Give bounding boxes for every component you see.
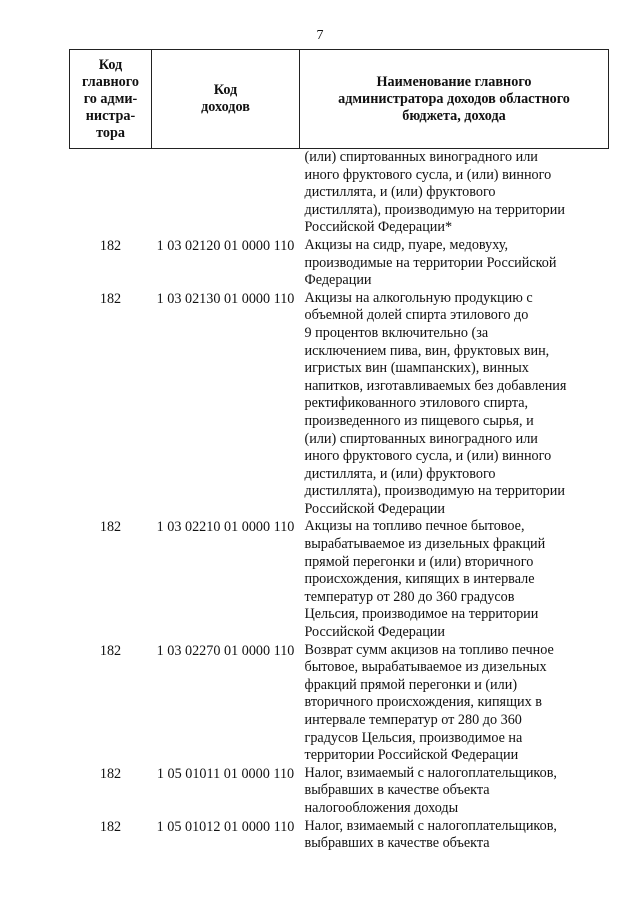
income-name-line: произведенного из пищевого сырья, и: [304, 412, 534, 429]
income-code-cell: 1 03 02120 01 0000 110: [156, 237, 295, 254]
income-name-cell: [300, 290, 609, 519]
header-line: главного: [82, 73, 139, 90]
income-name-line: прямой перегонки и (или) вторичного: [304, 553, 534, 570]
income-name-line: интервале температур от 280 до 360: [304, 712, 522, 728]
income-name-line: Акцизы на топливо печное бытовое,: [304, 518, 525, 535]
income-name-line: Акцизы на алкогольную продукцию с: [304, 289, 533, 306]
table-row: [70, 642, 609, 765]
admin-code-cell: 182: [99, 290, 122, 307]
income-name-line: Российской Федерации: [304, 624, 445, 641]
table-row: [70, 818, 609, 853]
header-line: администратора доходов областного: [338, 90, 570, 107]
page-number: 7: [316, 28, 324, 43]
income-name-line: иного фруктового сусла, и (или) винного: [304, 448, 552, 465]
income-name-line: Налог, взимаемый с налогоплательщиков,: [304, 817, 557, 834]
table-row: [70, 149, 609, 237]
income-name-line: территории Российской Федерации: [304, 747, 519, 764]
income-name-line: иного фруктового сусла, и (или) винного: [304, 166, 552, 183]
table-row: [70, 290, 609, 519]
header-line: бюджета, дохода: [402, 107, 506, 124]
income-name-line: дистиллята), производимую на территории: [304, 483, 565, 500]
income-name-cell: [300, 642, 609, 765]
header-line: Код: [213, 82, 238, 98]
table-row: [70, 765, 609, 818]
table-row: [70, 518, 609, 641]
income-name-line: напитков, изготавливаемых без добавления: [304, 377, 567, 394]
income-name-line: (или) спиртованных виноградного или: [304, 430, 538, 447]
header-admin-code: [70, 50, 152, 149]
admin-code-cell: 182: [99, 765, 122, 782]
table-body: [70, 149, 609, 853]
income-name-cell: [300, 818, 609, 853]
income-name-cell: [300, 149, 609, 237]
income-name-cell: [300, 765, 609, 818]
header-name: [300, 50, 609, 149]
income-code-cell: 1 05 01011 01 0000 110: [156, 765, 295, 782]
header-line: Код: [98, 56, 123, 73]
income-name-line: Федерации: [304, 272, 372, 289]
income-name-line: бытовое, вырабатываемое из дизельных: [304, 659, 547, 676]
income-name-line: Российской Федерации*: [304, 219, 453, 236]
income-name-line: Возврат сумм акцизов на топливо печное: [304, 641, 554, 658]
income-name-line: Акцизы на сидр, пуаре, медовуху,: [304, 236, 508, 253]
income-name-line: объемной долей спирта этилового до: [304, 307, 529, 324]
admin-code-cell: 182: [99, 642, 122, 659]
table-header: [70, 50, 609, 149]
income-name-line: вырабатываемое из дизельных фракций: [304, 536, 546, 553]
income-name-line: Налог, взимаемый с налогоплательщиков,: [304, 764, 557, 781]
income-code-cell: [152, 149, 300, 237]
income-name-line: вторичного происхождения, кипящих в: [304, 694, 542, 711]
income-name-line: фракций прямой перегонки и (или): [304, 676, 518, 693]
income-code-cell: 1 03 02130 01 0000 110: [156, 290, 295, 307]
income-name-line: производимые на территории Российской: [304, 254, 557, 271]
income-name-cell: [300, 237, 609, 290]
header-line: го адми-: [83, 90, 138, 107]
income-name-line: игристых вин (шампанских), винных: [304, 360, 529, 377]
income-code-cell: 1 03 02270 01 0000 110: [156, 642, 295, 659]
table-row: [70, 237, 609, 290]
income-name-line: Цельсия, производимое на территории: [304, 606, 539, 623]
income-name-line: налогообложения доходы: [304, 799, 459, 816]
admin-code-cell: 182: [99, 519, 122, 536]
income-name-line: градусов Цельсия, производимое на: [304, 729, 523, 746]
income-name-line: 9 процентов включительно (за: [304, 324, 489, 341]
income-code-cell: 1 03 02210 01 0000 110: [156, 519, 295, 536]
income-name-line: дистиллята), производимую на территории: [304, 201, 565, 218]
income-name-line: выбравших в качестве объекта: [304, 782, 490, 799]
income-name-line: (или) спиртованных виноградного или: [304, 149, 538, 165]
income-name-line: температур от 280 до 360 градусов: [304, 588, 515, 605]
admin-code-cell: 182: [99, 237, 122, 254]
header-line: доходов: [201, 99, 250, 115]
income-name-line: Российской Федерации: [304, 500, 445, 517]
income-name-line: происхождения, кипящих в интервале: [304, 571, 535, 588]
header-line: нистра-: [85, 107, 136, 124]
income-name-line: ректификованного этилового спирта,: [304, 395, 529, 412]
header-line: Наименование главного: [376, 73, 532, 90]
header-income-code: [152, 50, 300, 149]
header-line: тора: [96, 124, 125, 141]
income-name-line: выбравших в качестве объекта: [304, 835, 490, 852]
income-name-cell: [300, 518, 609, 641]
income-name-line: исключением пива, вин, фруктовых вин,: [304, 342, 550, 359]
admin-code-cell: 182: [99, 818, 122, 835]
income-name-line: дистиллята, и (или) фруктового: [304, 465, 496, 482]
admin-code-cell: [70, 149, 152, 237]
income-name-line: дистиллята, и (или) фруктового: [304, 184, 496, 201]
income-code-cell: 1 05 01012 01 0000 110: [156, 818, 295, 835]
revenue-table: [69, 49, 609, 853]
